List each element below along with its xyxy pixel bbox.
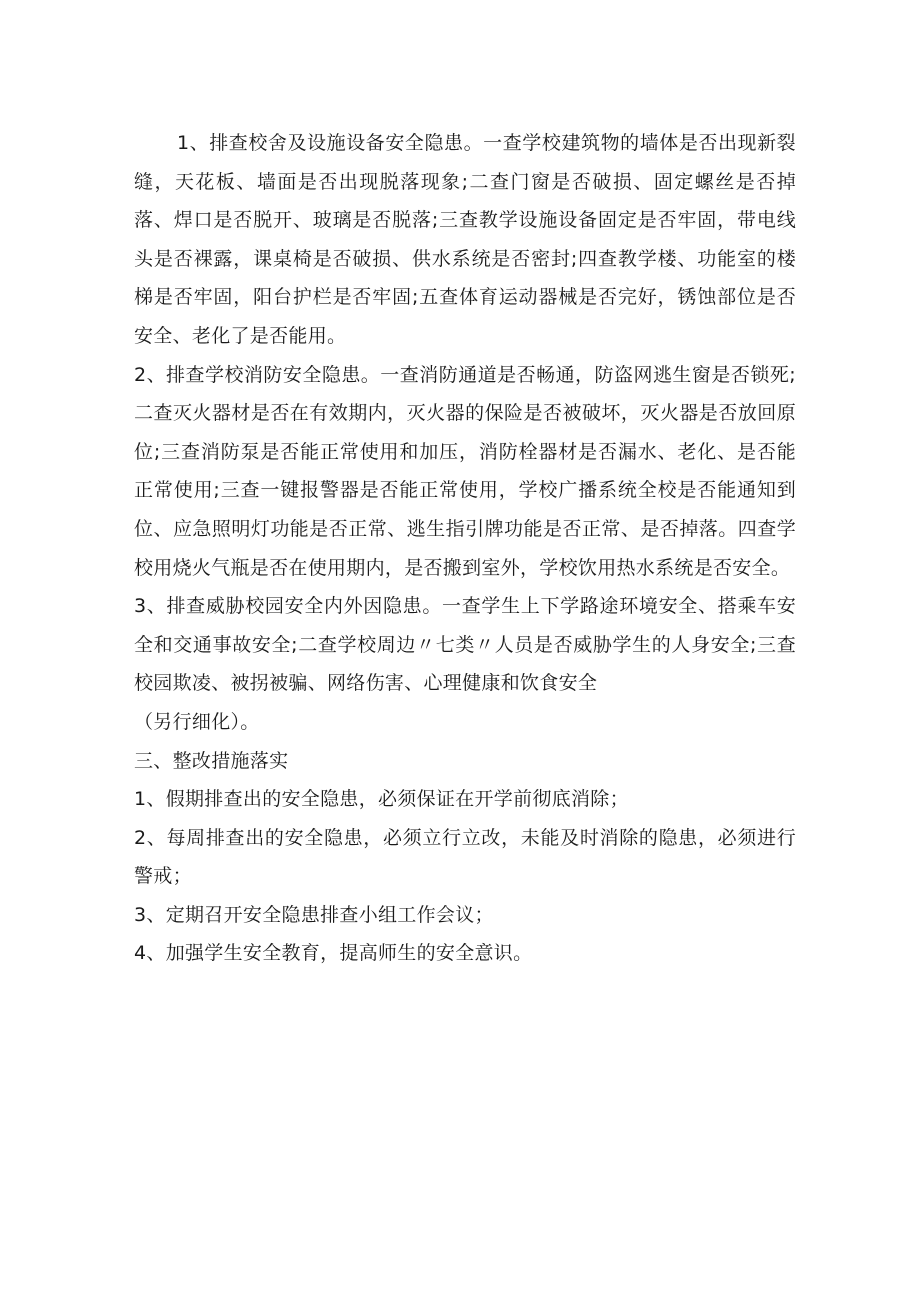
paragraph-campus-threat-inspection: 3、排查威胁校园安全内外因隐患。一查学生上下学路途环境安全、搭乘车安全和交通事故安全;二查学校周边〃七类〃人员是否威胁学生的人身安全;三查校园欺凌、被拐被骗、网络伤害、心理健康和饮食安全 xyxy=(134,595,796,695)
list-item-weekly-hazards: 2、每周排查出的安全隐患，必须立行立改，未能及时消除的隐患，必须进行警戒； xyxy=(134,826,796,888)
section-heading-rectification: 三、整改措施落实 xyxy=(134,749,289,772)
paragraph-facility-inspection: 1、排查校舍及设施设备安全隐患。一查学校建筑物的墙体是否出现新裂缝，天花板、墙面是否出现脱落现象;二查门窗是否破损、固定螺丝是否掉落、焊口是否脱开、玻璃是否脱落;三查教学设施设备固定是否牢固，带电线头是否裸露，课桌椅是否破损、供水系统是否密封;四查教学楼、功能室的楼梯是否牢固，阳台护栏是否牢固;五查体育运动器械是否完好，锈蚀部位是否安全、老化了是否能用。 xyxy=(134,132,796,347)
list-item-education: 4、加强学生安全教育，提高师生的安全意识。 xyxy=(134,942,533,965)
paragraph-fire-safety-inspection: 2、排查学校消防安全隐患。一查消防通道是否畅通，防盗网逃生窗是否锁死;二查灭火器材是否在有效期内，灭火器的保险是否被破坏，灭火器是否放回原位;三查消防泵是否能正常使用和加压，消防栓器材是否漏水、老化、是否能正常使用;三查一键报警器是否能正常使用，学校广播系统全校是否能通知到位、应急照明灯功能是否正常、逃生指引牌功能是否正常、是否掉落。四查学校用烧火气瓶是否在使用期内，是否搬到室外，学校饮用热水系统是否安全。 xyxy=(134,363,796,579)
list-item-meetings: 3、定期召开安全隐患排查小组工作会议； xyxy=(134,903,494,926)
document-body xyxy=(134,124,796,973)
list-item-holiday-hazards: 1、假期排查出的安全隐患，必须保证在开学前彻底消除； xyxy=(134,788,629,811)
paragraph-detail-note: （另行细化）。 xyxy=(134,710,260,733)
